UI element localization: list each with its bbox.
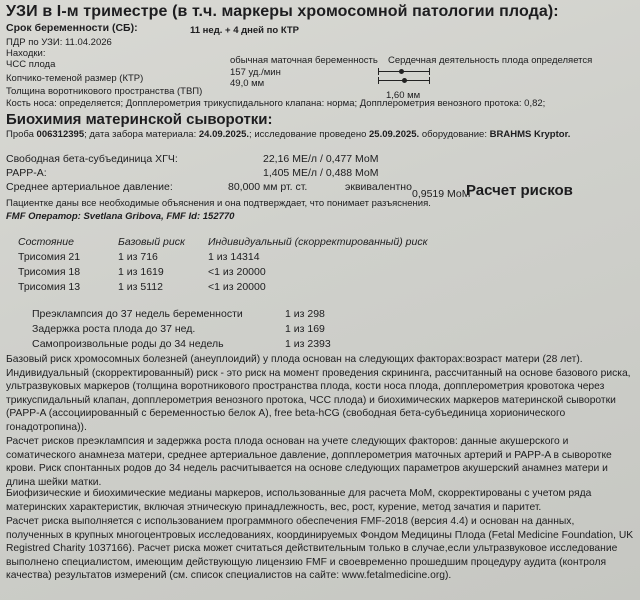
map-label: Среднее артериальное давление: [6,181,173,193]
gestation-value: 11 нед. + 4 дней по КТР [190,25,300,36]
ptb-risk-label: Самопроизвольные роды до 34 недель [32,338,224,350]
pappa-mom: / 0,488 МоМ [320,167,379,179]
hr-percentile-marker [399,69,404,74]
biochem-heading: Биохимия материнской сыворотки: [6,111,273,128]
nt-label: Толщина воротникового пространства (ТВП) [6,86,203,97]
probe-mid: ; дата забора материала: [84,129,199,140]
note-software: Расчет риска выполняется с использованием программного обеспечения FMF-2018 (версия 4.4) и основан на данных, полученных в крупных многоцентровых исследованиях, координируемых Фондом Медицины Плода (Fetal Medicine Foundation, UK Registred Charity 1037166). Расчет риска может считаться действительным только в случае,если ультразвуковое исследование выполнено специалистом, имеющим действующую лицензию FMF и своевременно прошедшим процедуру аудита (контроля качества) результатов измерений (см. список специалистов на сайте: www.fetalmedicine.org). [6,516,634,582]
hcg-mom: / 0,477 МоМ [320,153,379,165]
probe-prefix: Проба [6,129,37,140]
nt-value: 1,60 мм [386,90,421,101]
risk-row-t13-base: 1 из 5112 [118,281,163,293]
hcg-value: 22,16 МЕ/л [263,153,317,165]
risk-heading: Расчет рисков [466,182,573,199]
nasal-doppler-line: Кость носа: определяется; Допплерометрия трикуспидального клапана: норма; Допплерометрия венозного протока: 0,82; [6,98,546,109]
pe-risk-label: Преэклампсия до 37 недель беременности [32,308,243,320]
risk-header-condition: Состояние [18,236,74,248]
test-date: 25.09.2025. [369,129,420,140]
probe-line [6,129,570,140]
probe-mid2: ; исследование проведено [249,129,369,140]
probe-mid3: оборудование: [419,129,490,140]
ptb-risk-value: 1 из 2393 [285,338,331,350]
equipment: BRAHMS Kryptor. [489,129,571,140]
pdr-date: ПДР по УЗИ: 11.04.2026 [6,37,112,48]
risk-row-t18-condition: Трисомия 18 [18,266,81,278]
fgr-risk-label: Задержка роста плода до 37 нед. [32,323,196,335]
map-mom: 0,9519 МоМ [412,188,471,200]
pappa-label: PAPP-A: [6,167,47,179]
heart-activity: Сердечная деятельность плода определяется [388,55,593,66]
risk-row-t18-base: 1 из 1619 [118,266,164,278]
map-equiv: эквивалентно [345,181,412,193]
hr-scale-end-tick [429,68,430,75]
sample-date: 24.09.2025. [198,129,250,140]
risk-row-t13-condition: Трисомия 13 [18,281,81,293]
fgr-risk-value: 1 из 169 [285,323,325,335]
crl-scale-start-tick [378,77,379,84]
consent-text: Пациентке даны все необходимые объяснения и она подтверждает, что понимает разъяснения. [6,198,431,209]
hr-label: ЧСС плода [6,59,56,70]
risk-row-t21-base: 1 из 716 [118,251,158,263]
crl-label: Копчико-теменой размер (КТР) [6,73,144,84]
pe-risk-value: 1 из 298 [285,308,325,320]
crl-scale-end-tick [429,77,430,84]
hcg-label: Свободная бета-субъединица ХГЧ: [6,153,178,165]
hr-note: обычная маточная беременность [230,55,378,66]
gestation-label: Срок беременности (СБ): [6,22,138,34]
note-preeclampsia: Расчет рисков преэклампсия и задержка роста плода основан на учете следующих факторов: данные акушерского и соматического анамнеза матери, среднее артериальное давление, допплерометрия маточных артерий и PAPP-A в сыворотке крови. Риск спонтанных родов до 34 недель расчитывается на основе следующих параметров акушерский анамнез матери и длина шейки матки. [6,436,612,488]
risk-row-t13-individual: <1 из 20000 [208,281,266,293]
risk-row-t21-condition: Трисомия 21 [18,251,81,263]
fmf-operator: FMF Оператор: Svetlana Gribova, FMF Id: 152770 [6,211,235,222]
crl-percentile-marker [402,78,407,83]
probe-id: 006312395 [36,129,85,140]
risk-header-base: Базовый риск [118,236,185,248]
map-value: 80,000 мм рт. ст. [228,181,308,193]
hr-value: 157 уд./мин [230,67,281,78]
findings-label: Находки: [6,48,46,59]
risk-row-t21-individual: 1 из 14314 [208,251,260,263]
note-base-risk: Базовый риск хромосомных болезней (анеуплоидий) у плода основан на следующих факторах:возраст матери (28 лет). Индивидуальный (скорректированный) риск - это риск на момент проведения скрининга, рассчитанный на основе базового риска, ультразвуковых маркеров (толщина воротникового пространства плода, кости носа плода, допплерометрия кровотока через трикуспидальный клапан, допплерометрия венозного протока, ЧСС плода) и биохимических маркеров материнской сыворотки (PAPP-A (ассоциированный с беременностью белок А), free beta-hCG (свободная бета-субъединица хорионического гонадотропина)). [6,354,631,433]
risk-header-individual: Индивидуальный (скорректированный) риск [208,236,428,248]
report-title: УЗИ в I-м триместре (в т.ч. маркеры хромосомной патологии плода): [6,3,559,20]
pappa-value: 1,405 МЕ/л [263,167,317,179]
note-medians: Биофизические и биохимические медианы маркеров, использованные для расчета МоМ, скорректированы с учетом ряда материнских характеристик, включая этническую принадлежность, вес, рост, курение, метод зачатия и паритет. [6,488,592,513]
risk-row-t18-individual: <1 из 20000 [208,266,266,278]
crl-value: 49,0 мм [230,78,265,89]
hr-scale-start-tick [378,68,379,75]
